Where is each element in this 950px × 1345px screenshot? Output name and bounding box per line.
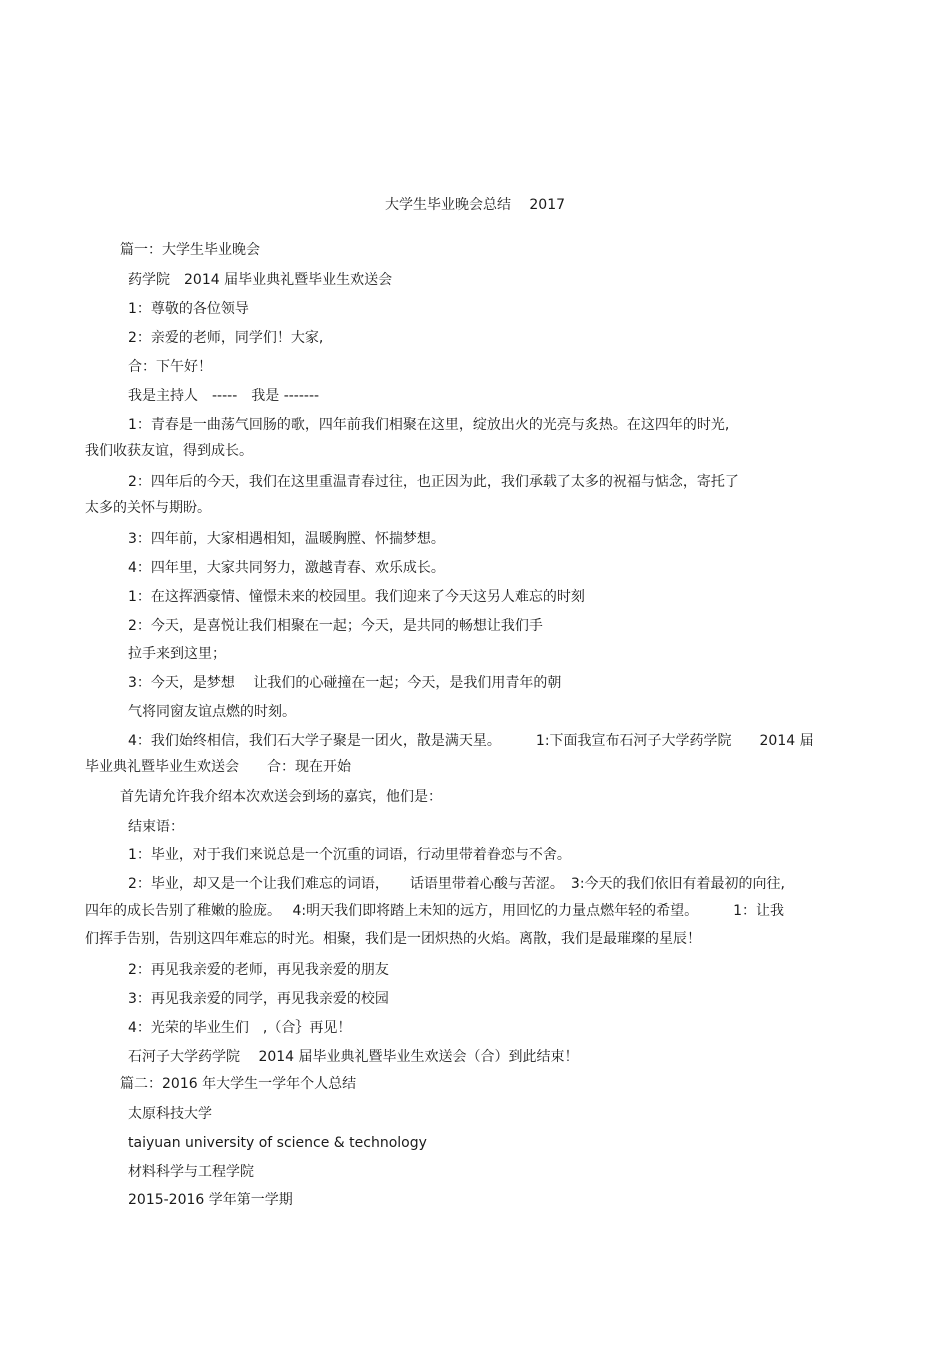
section-heading: 篇一：大学生毕业晚会 xyxy=(120,242,260,258)
text-line: 1：在这挥洒豪情、憧憬未来的校园里。我们迎来了今天这另人难忘的时刻 xyxy=(128,589,585,605)
text-line: 材料科学与工程学院 xyxy=(128,1164,254,1180)
text-line: 3：再见我亲爱的同学，再见我亲爱的校园 xyxy=(128,991,389,1007)
text-line: 毕业典礼暨毕业生欢送会 合：现在开始 xyxy=(85,759,351,775)
text-line: 4：四年里，大家共同努力，激越青春、欢乐成长。 xyxy=(128,560,445,576)
text-line: 3：今天，是梦想 让我们的心碰撞在一起；今天，是我们用青年的朝 xyxy=(128,675,562,691)
section-heading: 篇二：2016 年大学生一学年个人总结 xyxy=(120,1076,357,1092)
text-line: 2015-2016 学年第一学期 xyxy=(128,1192,293,1208)
text-line: 石河子大学药学院 2014 届毕业典礼暨毕业生欢送会（合）到此结束！ xyxy=(128,1049,579,1065)
text-line: 1：毕业，对于我们来说总是一个沉重的词语，行动里带着眷恋与不舍。 xyxy=(128,847,571,863)
text-line: 药学院 2014 届毕业典礼暨毕业生欢送会 xyxy=(128,272,393,288)
text-line: 太多的关怀与期盼。 xyxy=(85,500,211,516)
text-line: 3：四年前，大家相遇相知，温暖胸膛、怀揣梦想。 xyxy=(128,531,445,547)
text-line: 1：尊敬的各位领导 xyxy=(128,301,249,317)
text-line: 1：青春是一曲荡气回肠的歌，四年前我们相聚在这里，绽放出火的光亮与炙热。在这四年的时光, xyxy=(128,417,730,433)
text-line: 4：我们始终相信，我们石大学子聚是一团火，散是满天星。 1:下面我宣布石河子大学药学院 2014 届 xyxy=(128,733,814,749)
text-line: 太原科技大学 xyxy=(128,1106,212,1122)
text-line: taiyuan university of science & technology xyxy=(128,1135,427,1151)
text-line: 2：今天，是喜悦让我们相聚在一起；今天，是共同的畅想让我们手 xyxy=(128,618,543,634)
text-line: 我们收获友谊，得到成长。 xyxy=(85,443,253,459)
text-line: 四年的成长告别了稚嫩的脸庞。 4:明天我们即将踏上未知的远方，用回忆的力量点燃年轻的希望。 1：让我 xyxy=(85,903,784,919)
text-line: 2：毕业，却又是一个让我们难忘的词语， 话语里带着心酸与苦涩。 3:今天的我们依旧有着最初的向往, xyxy=(128,876,785,892)
text-line: 2：亲爱的老师，同学们！大家, xyxy=(128,330,324,346)
text-line: 结束语： xyxy=(128,819,184,835)
text-line: 气将同窗友谊点燃的时刻。 xyxy=(128,704,296,720)
document-title: 大学生毕业晚会总结 2017 xyxy=(384,197,566,213)
text-line: 拉手来到这里； xyxy=(128,646,226,662)
text-line: 4：光荣的毕业生们 ,（合｝再见！ xyxy=(128,1020,352,1036)
text-line: 2：四年后的今天，我们在这里重温青春过往，也正因为此，我们承载了太多的祝福与惦念，寄托了 xyxy=(128,474,739,490)
text-line: 们挥手告别，告别这四年难忘的时光。相聚，我们是一团炽热的火焰。离散，我们是最璀璨的星辰！ xyxy=(85,931,701,947)
text-line: 合：下午好！ xyxy=(128,359,212,375)
text-line: 2：再见我亲爱的老师，再见我亲爱的朋友 xyxy=(128,962,389,978)
text-line: 我是主持人 ----- 我是 ------- xyxy=(128,388,320,404)
text-line: 首先请允许我介绍本次欢送会到场的嘉宾，他们是： xyxy=(120,789,442,805)
